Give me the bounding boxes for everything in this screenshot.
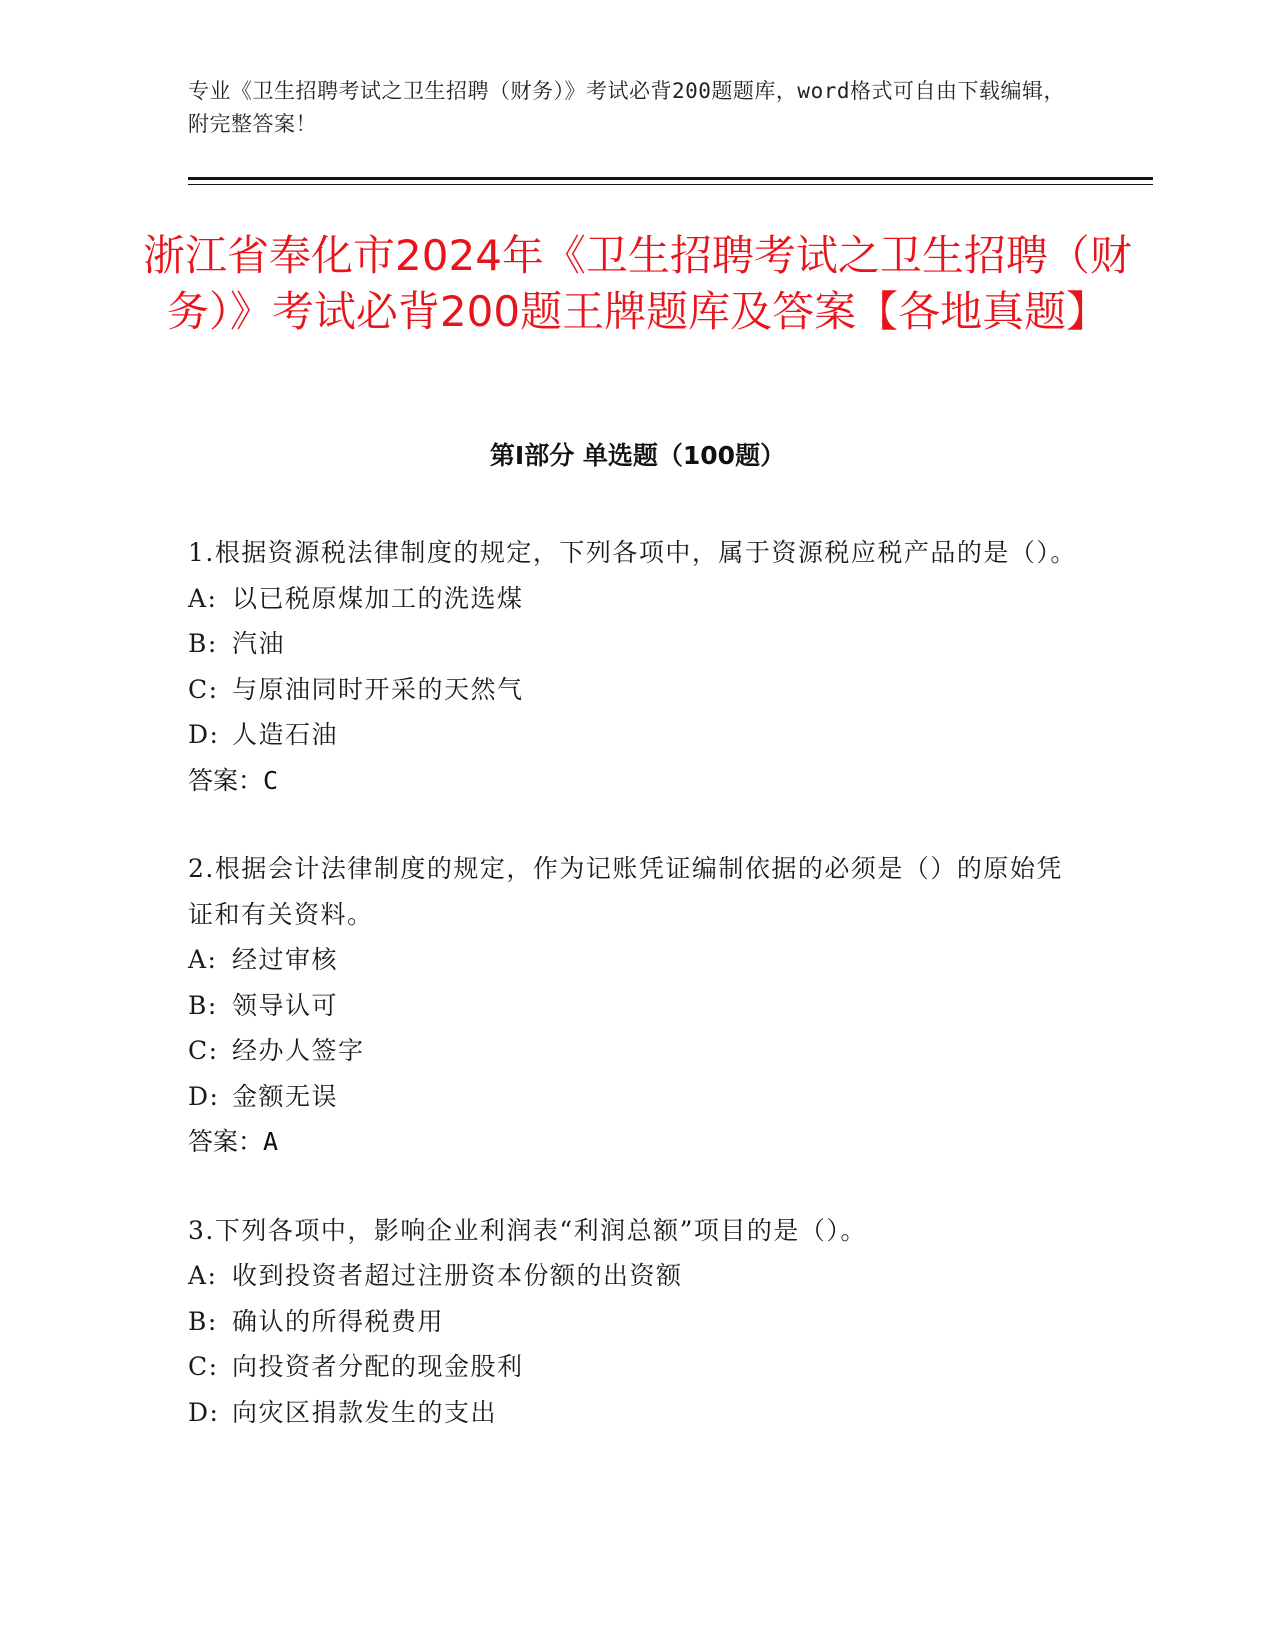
option-a [188, 1253, 1078, 1299]
answer-line [188, 1119, 1078, 1165]
question-list [188, 530, 1078, 1478]
header-note: 专业《卫生招聘考试之卫生招聘（财务）》考试必背200题题库，word格式可自由下载编辑，附完整答案！ [188, 79, 1065, 136]
option-text: 经过审核 [232, 945, 339, 974]
section-title: 第Ⅰ部分 单选题（100题） [489, 441, 786, 470]
answer-line [188, 758, 1078, 804]
option-b [188, 621, 1078, 667]
option-text: 收到投资者超过注册资本份额的出资额 [232, 1261, 683, 1290]
header-divider-thin [188, 184, 1153, 185]
option-letter: D: [188, 1397, 220, 1427]
question-item [188, 846, 1078, 1165]
option-b [188, 1299, 1078, 1345]
answer-label: 答案： [188, 765, 264, 795]
option-text: 与原油同时开采的天然气 [232, 674, 524, 704]
option-letter: A: [188, 945, 218, 974]
option-letter: B: [188, 629, 218, 658]
option-d [188, 1074, 1078, 1120]
option-text: 向投资者分配的现金股利 [232, 1352, 524, 1381]
option-d [188, 1390, 1078, 1436]
option-letter: D: [188, 1081, 220, 1111]
option-text: 以已税原煤加工的洗选煤 [232, 583, 524, 613]
option-letter: B: [188, 1306, 218, 1336]
option-letter: B: [188, 990, 218, 1020]
answer-value: A [263, 1127, 279, 1156]
option-c [188, 1028, 1078, 1074]
option-a [188, 937, 1078, 983]
option-letter: C: [188, 1036, 219, 1065]
option-d [188, 712, 1078, 758]
question-text: 2.根据会计法律制度的规定，作为记账凭证编制依据的必须是（）的原始凭证和有关资料。 [188, 854, 1063, 929]
question-item [188, 1208, 1078, 1436]
option-letter: D: [188, 720, 220, 749]
option-letter: C: [188, 674, 219, 704]
option-letter: A: [188, 1261, 218, 1290]
option-text: 经办人签字 [232, 1036, 365, 1065]
document-title: 浙江省奉化市2024年《卫生招聘考试之卫生招聘（财务）》考试必背200题王牌题库及答案【各地真题】 [143, 231, 1132, 336]
question-text: 3.下列各项中，影响企业利润表“利润总额”项目的是（）。 [188, 1215, 867, 1245]
header-divider-thick [188, 177, 1153, 180]
option-letter: A: [188, 583, 218, 613]
option-text: 人造石油 [232, 720, 339, 749]
option-b [188, 983, 1078, 1029]
option-text: 确认的所得税费用 [232, 1306, 445, 1336]
answer-value: C [263, 765, 279, 795]
option-text: 向灾区捐款发生的支出 [232, 1397, 498, 1427]
option-text: 领导认可 [232, 990, 339, 1020]
option-letter: C: [188, 1352, 219, 1381]
question-item [188, 530, 1078, 803]
option-text: 汽油 [232, 629, 286, 658]
option-c [188, 667, 1078, 713]
option-text: 金额无误 [232, 1081, 339, 1111]
option-a [188, 576, 1078, 622]
answer-label: 答案： [188, 1127, 264, 1156]
option-c [188, 1344, 1078, 1390]
question-text: 1.根据资源税法律制度的规定，下列各项中，属于资源税应税产品的是（）。 [188, 538, 1077, 567]
